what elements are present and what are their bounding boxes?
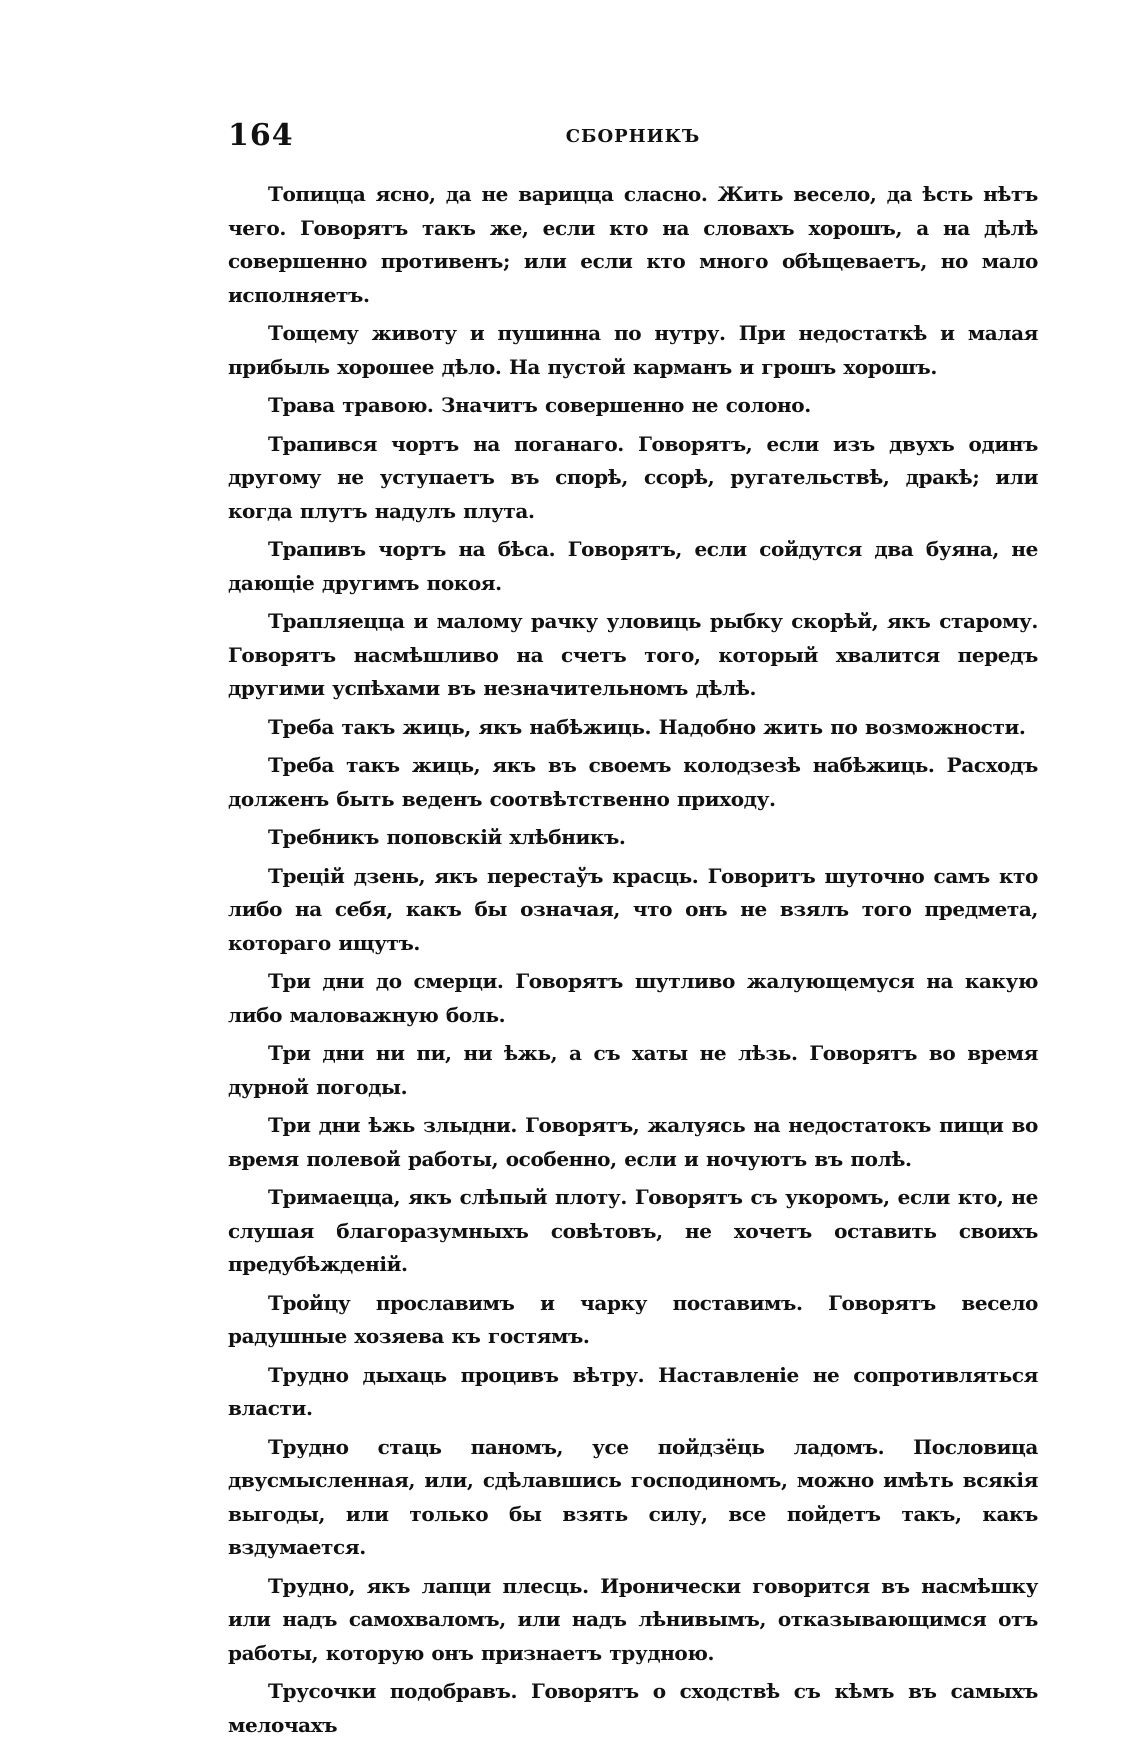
proverb-entry: Тримаецца, якъ слѣпый плоту. Говорятъ съ укоромъ, если кто, не слушая благоразумныхъ совѣтовъ, не хочетъ оставить своихъ предубѣжденій.: [228, 1185, 1038, 1276]
proverb-entry: Топицца ясно, да не варицца сласно. Жить весело, да ѣсть нѣтъ чего. Говорятъ такъ же, если кто на словахъ хорошъ, а на дѣлѣ совершенно противенъ; или если кто много обѣщеваетъ, но мало исполняетъ.: [228, 182, 1038, 307]
proverb-entry: Треба такъ жиць, якъ въ своемъ колодзезѣ набѣжиць. Расходъ долженъ быть веденъ соотвѣтственно приходу.: [228, 753, 1038, 811]
proverb-entry: Требникъ поповскій хлѣбникъ.: [268, 825, 626, 849]
page-number: 164: [228, 118, 294, 153]
proverb-entry: Три дни ѣжь злыдни. Говорятъ, жалуясь на недостатокъ пищи во время полевой работы, особенно, если и ночуютъ въ полѣ.: [228, 1113, 1038, 1171]
proverb-entry: Три дни ни пи, ни ѣжь, а съ хаты не лѣзь. Говорятъ во время дурной погоды.: [228, 1041, 1038, 1099]
proverb-entry: Трусочки подобравъ. Говорятъ о сходствѣ съ кѣмъ въ самыхъ мелочахъ: [228, 1679, 1038, 1737]
proverb-entry: Трапляецца и малому рачку уловиць рыбку скорѣй, якъ старому. Говорятъ насмѣшливо на счетъ того, который хвалится передъ другими успѣхами въ незначительномъ дѣлѣ.: [228, 609, 1038, 700]
proverb-entry: Трудно дыхаць процивъ вѣтру. Наставленіе не сопротивляться власти.: [228, 1362, 1038, 1420]
proverb-entry: Треба такъ жиць, якъ набѣжиць. Надобно жить по возможности.: [268, 714, 1026, 739]
proverb-entry: Трава травою. Значитъ совершенно не солоно.: [268, 393, 811, 417]
proverb-entry: Тройцу прославимъ и чарку поставимъ. Говорятъ весело радушные хозяева къ гостямъ.: [228, 1290, 1038, 1348]
proverb-entry: Трапився чортъ на поганаго. Говорятъ, если изъ двухъ одинъ другому не уступаетъ въ спорѣ, ссорѣ, ругательствѣ, дракѣ; или когда плутъ надулъ плута.: [228, 431, 1038, 523]
proverb-entry: Трудно, якъ лапци плесць. Иронически говорится въ насмѣшку или надъ самохваломъ, или надъ лѣнивымъ, отказывающимся отъ работы, которую онъ признаетъ трудною.: [228, 1573, 1038, 1665]
text-body: [228, 178, 1038, 1747]
page-header: [228, 118, 1038, 154]
proverb-entry: Трецій дзень, якъ перестаўъ красць. Говоритъ шуточно самъ кто либо на себя, какъ бы означая, что онъ не взялъ того предмета, котораго ищутъ.: [228, 863, 1038, 955]
proverb-entry: Тощему животу и пушинна по нутру. При недостаткѣ и малая прибыль хорошее дѣло. На пустой карманъ и грошъ хорошъ.: [228, 321, 1038, 379]
proverb-entry: Три дни до смерци. Говорятъ шутливо жалующемуся на какую либо маловажную боль.: [228, 969, 1038, 1027]
running-head: СБОРНИКЪ: [565, 126, 701, 147]
proverb-entry: Трудно стаць паномъ, усе пойдзёць ладомъ. Пословица двусмысленная, или, сдѣлавшись господиномъ, можно имѣть всякія выгоды, или только бы взять силу, все пойдетъ такъ, какъ вздумается.: [228, 1434, 1038, 1559]
proverb-entry: Трапивъ чортъ на бѣса. Говорятъ, если сойдутся два буяна, не дающіе другимъ покоя.: [228, 537, 1038, 595]
